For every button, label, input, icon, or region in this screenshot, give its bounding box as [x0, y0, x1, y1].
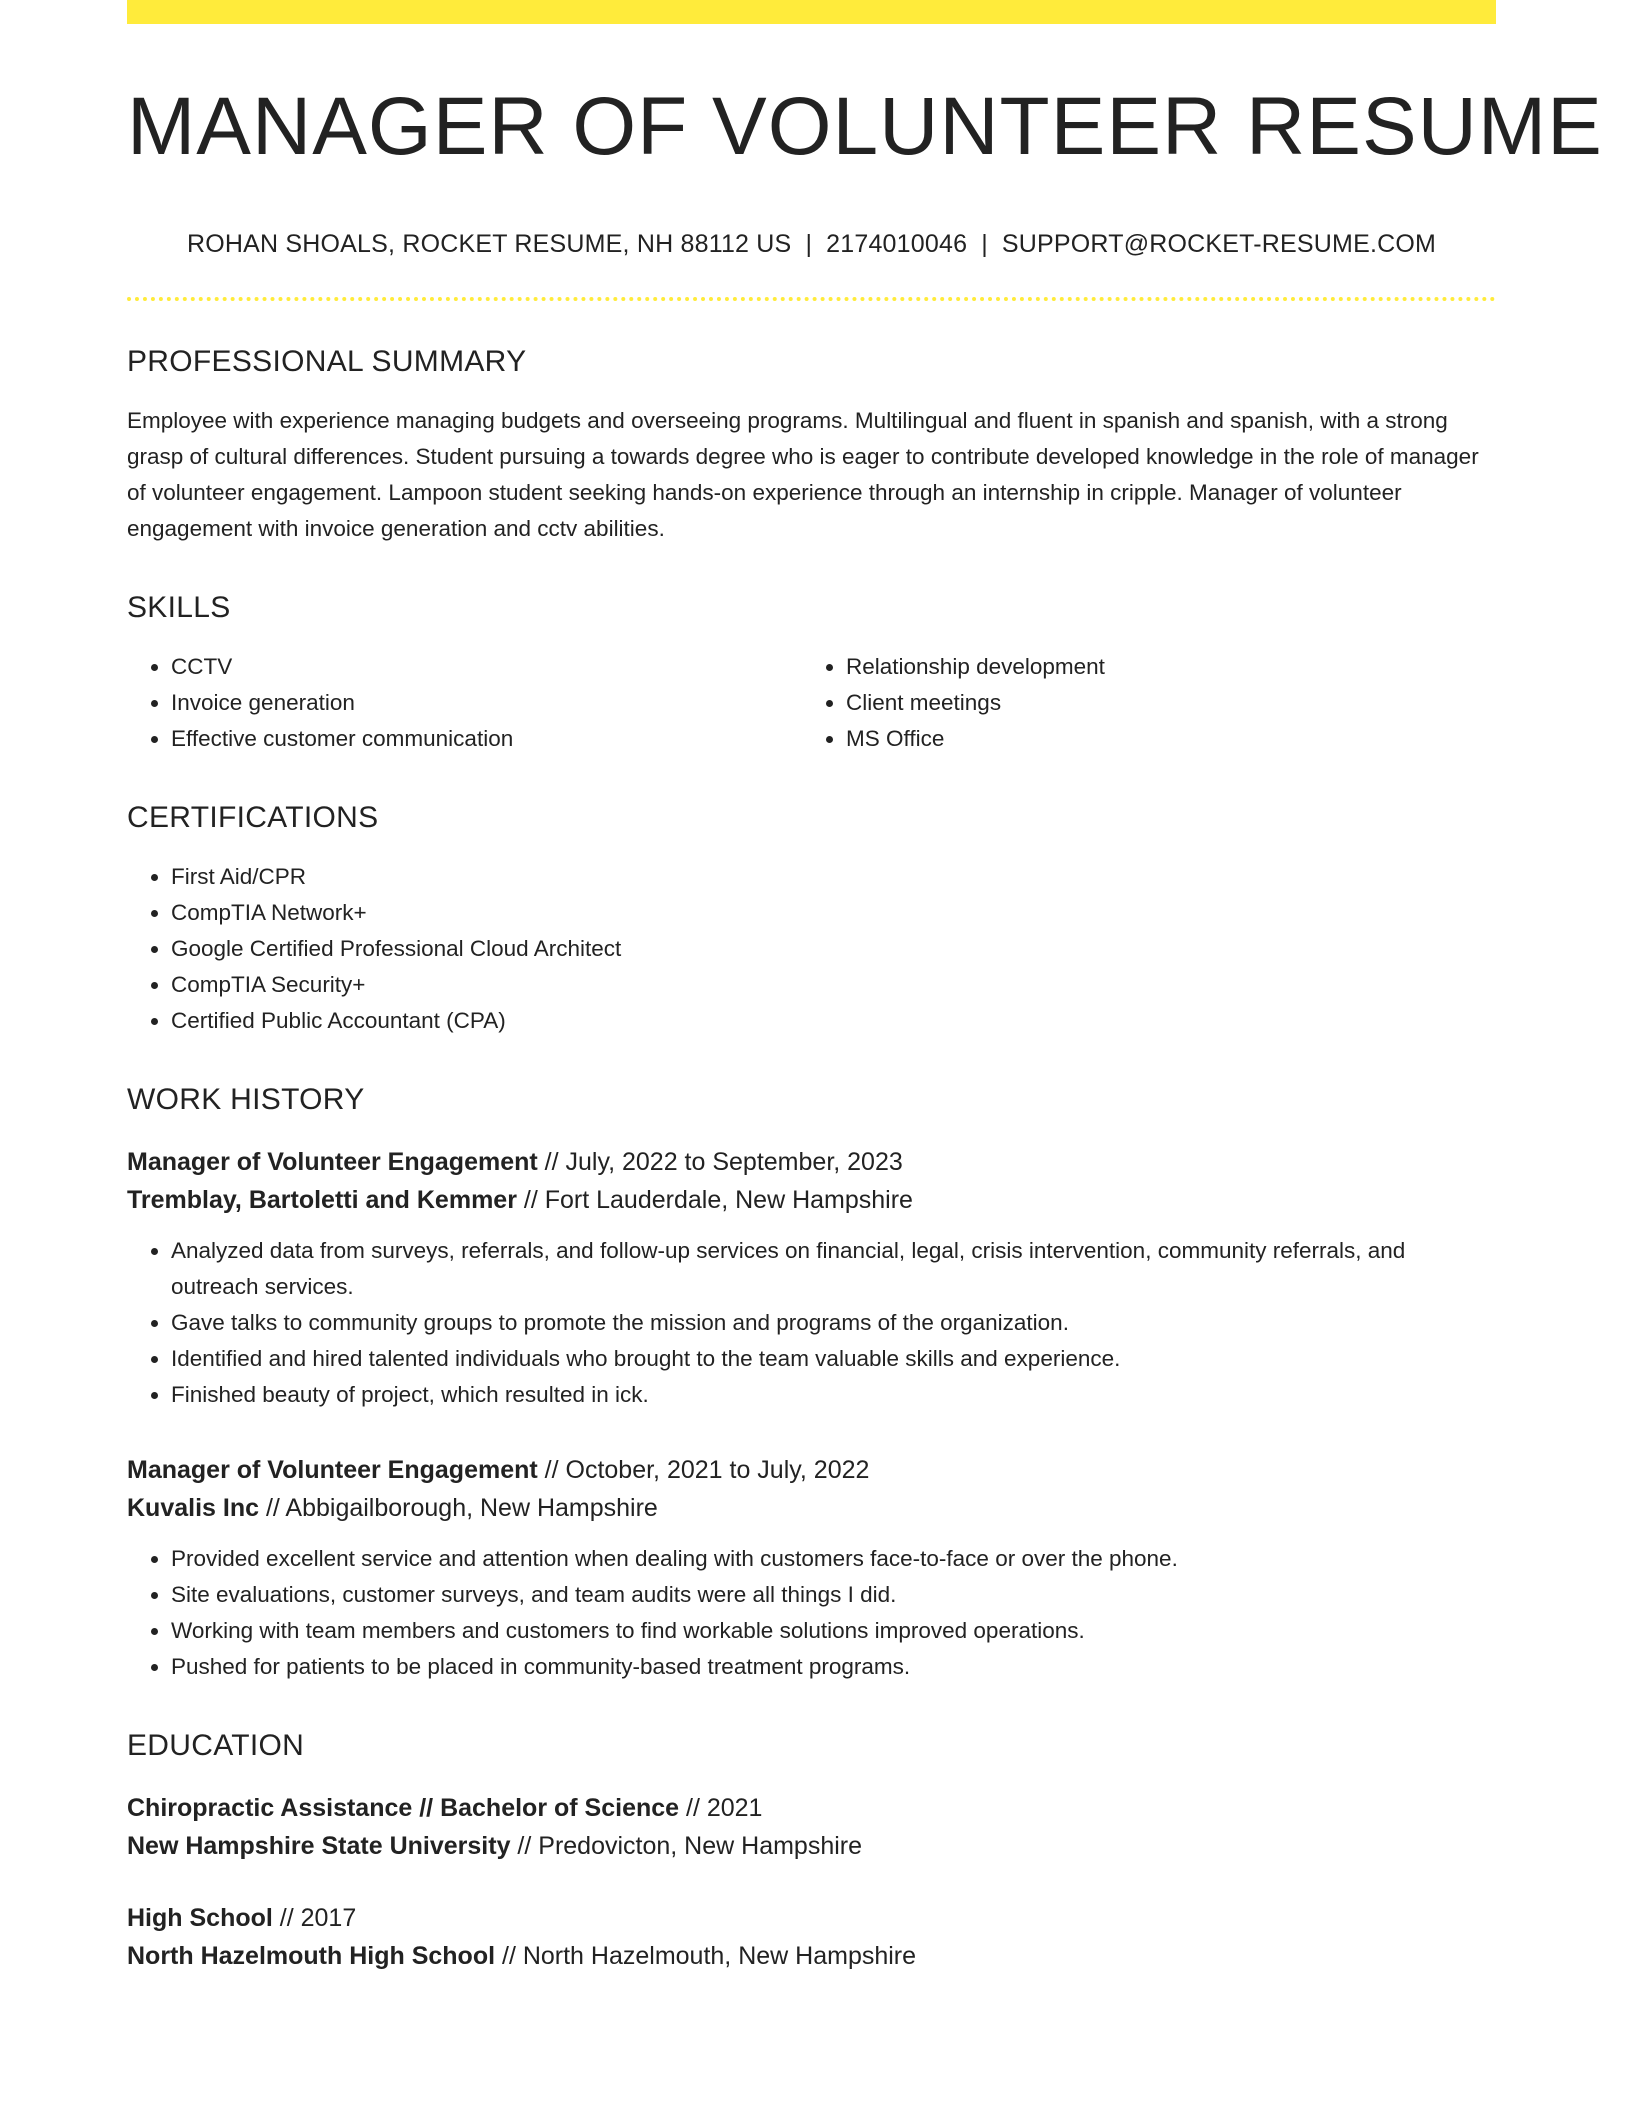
skills-heading: SKILLS: [127, 591, 231, 625]
job-entry: [127, 1451, 1496, 1685]
education-year: // 2021: [679, 1794, 763, 1823]
contact-email: SUPPORT@ROCKET-RESUME.COM: [1001, 230, 1437, 259]
job-company-line: [127, 1181, 1496, 1219]
job-location: // Fort Lauderdale, New Hampshire: [516, 1186, 913, 1215]
education-entry: [127, 1899, 1496, 1975]
job-title: Manager of Volunteer Engagement: [127, 1456, 538, 1485]
skills-list: [127, 649, 1496, 757]
skills-column-left: [127, 649, 802, 757]
job-title-line: [127, 1451, 1496, 1489]
work-history-heading: WORK HISTORY: [127, 1083, 365, 1117]
education-school-line: [127, 1827, 1496, 1865]
skill-item: • Effective customer communication: [171, 721, 802, 757]
skill-item: • Client meetings: [846, 685, 1477, 721]
skill-item: • Relationship development: [846, 649, 1477, 685]
contact-separator: |: [981, 230, 988, 259]
job-dates: // October, 2021 to July, 2022: [537, 1456, 870, 1485]
certification-item: • Google Certified Professional Cloud Architect: [171, 931, 1496, 967]
job-dates: // July, 2022 to September, 2023: [537, 1148, 903, 1177]
education-degree: High School: [127, 1904, 273, 1933]
contact-address: ROHAN SHOALS, ROCKET RESUME, NH 88112 US: [186, 230, 792, 259]
education-degree: Chiropractic Assistance // Bachelor of Science: [127, 1794, 680, 1823]
job-title-line: [127, 1143, 1496, 1181]
job-bullet: • Analyzed data from surveys, referrals, and follow-up services on financial, legal, crisis intervention, community referrals, and outreach services.: [171, 1233, 1496, 1305]
job-bullet: • Finished beauty of project, which resulted in ick.: [171, 1377, 1496, 1413]
job-bullet: • Identified and hired talented individuals who brought to the team valuable skills and experience.: [171, 1341, 1496, 1377]
job-bullet: • Pushed for patients to be placed in community-based treatment programs.: [171, 1649, 1496, 1685]
certification-item: • First Aid/CPR: [171, 859, 1496, 895]
resume-title: MANAGER OF VOLUNTEER RESUME: [127, 81, 1603, 172]
contact-line: [127, 230, 1496, 259]
job-company: Kuvalis Inc: [127, 1494, 259, 1523]
summary-text: Employee with experience managing budgets and overseeing programs. Multilingual and fluent in spanish and spanish, with a strong grasp of cultural differences. Student pursuing a towards degree who is eager to contribute developed knowledge in the role of manager of volunteer engagement. Lampoon student seeking hands-on experience through an internship in cripple. Manager of volunteer engagement with invoice generation and cctv abilities.: [127, 408, 1479, 542]
job-bullet: • Gave talks to community groups to promote the mission and programs of the organization.: [171, 1305, 1496, 1341]
education-year: // 2017: [272, 1904, 357, 1933]
certifications-heading: CERTIFICATIONS: [127, 801, 379, 835]
job-company: Tremblay, Bartoletti and Kemmer: [127, 1186, 517, 1215]
job-entry: [127, 1143, 1496, 1413]
education-heading: EDUCATION: [127, 1729, 305, 1763]
education-degree-line: [127, 1899, 1496, 1937]
skill-item: • CCTV: [171, 649, 802, 685]
certification-item: • CompTIA Network+: [171, 895, 1496, 931]
education-entry: [127, 1789, 1496, 1865]
top-accent-bar: [127, 0, 1496, 24]
education-school-line: [127, 1937, 1496, 1975]
education-location: // North Hazelmouth, New Hampshire: [495, 1942, 917, 1971]
job-bullet: • Working with team members and customers to find workable solutions improved operations.: [171, 1613, 1496, 1649]
job-location: // Abbigailborough, New Hampshire: [259, 1494, 658, 1523]
resume-page: [127, 0, 1603, 1975]
certifications-list: [127, 859, 1496, 1039]
education-location: // Predovicton, New Hampshire: [510, 1832, 863, 1861]
education-school: North Hazelmouth High School: [127, 1942, 496, 1971]
skills-column-right: [802, 649, 1477, 757]
job-bullet: • Site evaluations, customer surveys, and team audits were all things I did.: [171, 1577, 1496, 1613]
summary-heading: PROFESSIONAL SUMMARY: [127, 345, 527, 379]
job-company-line: [127, 1489, 1496, 1527]
skill-item: • MS Office: [846, 721, 1477, 757]
job-title: Manager of Volunteer Engagement: [127, 1148, 538, 1177]
certification-item: • Certified Public Accountant (CPA): [171, 1003, 1496, 1039]
education-school: New Hampshire State University: [127, 1832, 511, 1861]
job-bullets: [127, 1541, 1496, 1685]
dotted-divider: [127, 297, 1496, 301]
certification-item: • CompTIA Security+: [171, 967, 1496, 1003]
education-degree-line: [127, 1789, 1496, 1827]
contact-separator: |: [805, 230, 813, 259]
skill-item: • Invoice generation: [171, 685, 802, 721]
job-bullet: • Provided excellent service and attention when dealing with customers face-to-face or over the phone.: [171, 1541, 1496, 1577]
contact-phone: 2174010046: [826, 230, 968, 259]
job-bullets: [127, 1233, 1496, 1413]
